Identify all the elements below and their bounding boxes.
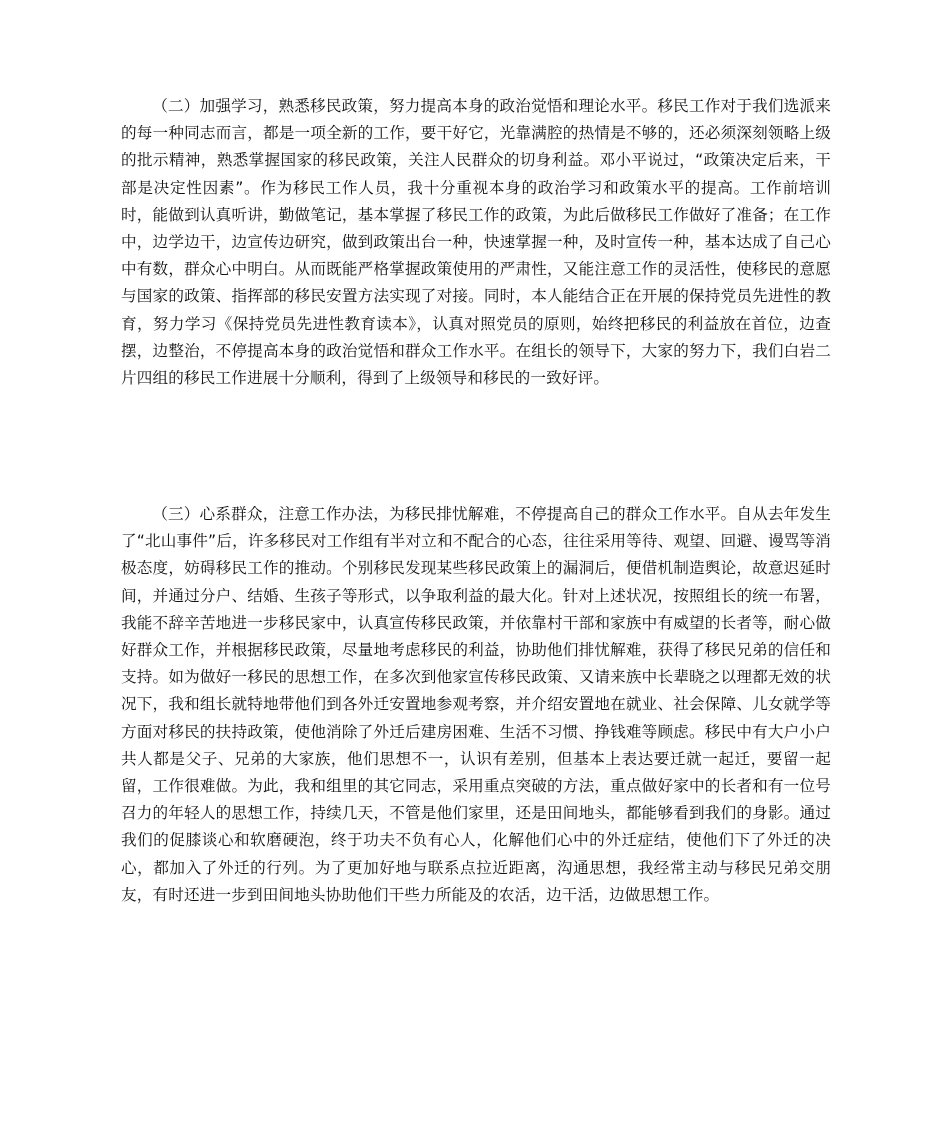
paragraph-section-three: （三）心系群众，注意工作办法，为移民排忧解难，不停提高自己的群众工作水平。自从去年发生了“北山事件”后，许多移民对工作组有半对立和不配合的心态，往往采用等待、观望、回避、谩骂等消极态度，妨碍移民工作的推动。个别移民发现某些移民政策上的漏洞后，便借机制造舆论，故意迟延时间，并通过分户、结婚、生孩子等形式，以争取利益的最大化。针对上述状况，按照组长的统一布署，我能不辞辛苦地进一步移民家中，认真宣传移民政策，并依靠村干部和家族中有威望的长者等，耐心做好群众工作，并根据移民政策，尽量地考虑移民的利益，协助他们排忧解难，获得了移民兄弟的信任和支持。如为做好一移民的思想工作，在多次到他家宣传移民政策、又请来族中长辈晓之以理都无效的状况下，我和组长就特地带他们到各外迁安置地参观考察，并介绍安置地在就业、社会保障、儿女就学等方面对移民的扶持政策，使他消除了外迁后建房困难、生活不习惯、挣钱难等顾虑。移民中有大户小户共人都是父子、兄弟的大家族，他们思想不一，认识有差别，但基本上表达要迁就一起迁，要留一起留，工作很难做。为此，我和组里的其它同志，采用重点突破的方法，重点做好家中的长者和有一位号召力的年轻人的思想工作，持续几天，不管是他们家里，还是田间地头，都能够看到我们的身影。通过我们的促膝谈心和软磨硬泡，终于功夫不负有心人，化解他们心中的外迁症结，使他们下了外迁的决心，都加入了外迁的行列。为了更加好地与联系点拉近距离，沟通思想，我经常主动与移民兄弟交朋友，有时还进一步到田间地头协助他们干些力所能及的农活，边干活，边做思想工作。 [121, 505, 831, 904]
paragraph-section-two: （二）加强学习，熟悉移民政策，努力提高本身的政治觉悟和理论水平。移民工作对于我们选派来的每一种同志而言，都是一项全新的工作，要干好它，光靠满腔的热情是不够的，还必须深刻领略上级的批示精神，熟悉掌握国家的移民政策，关注人民群众的切身利益。邓小平说过，“政策决定后来，干部是决定性因素”。作为移民工作人员，我十分重视本身的政治学习和政策水平的提高。工作前培训时，能做到认真听讲，勤做笔记，基本掌握了移民工作的政策，为此后做移民工作做好了准备；在工作中，边学边干，边宣传边研究，做到政策出台一种，快速掌握一种，及时宣传一种，基本达成了自己心中有数，群众心中明白。从而既能严格掌握政策使用的严肃性，又能注意工作的灵活性，使移民的意愿与国家的政策、指挥部的移民安置方法实现了对接。同时，本人能结合正在开展的保持党员先进性的教育，努力学习《保持党员先进性教育读本》，认真对照党员的原则，始终把移民的利益放在首位，边查摆，边整治，不停提高本身的政治觉悟和群众工作水平。在组长的领导下，大家的努力下，我们白岩二片四组的移民工作进展十分顺利，得到了上级领导和移民的一致好评。 [121, 97, 831, 388]
